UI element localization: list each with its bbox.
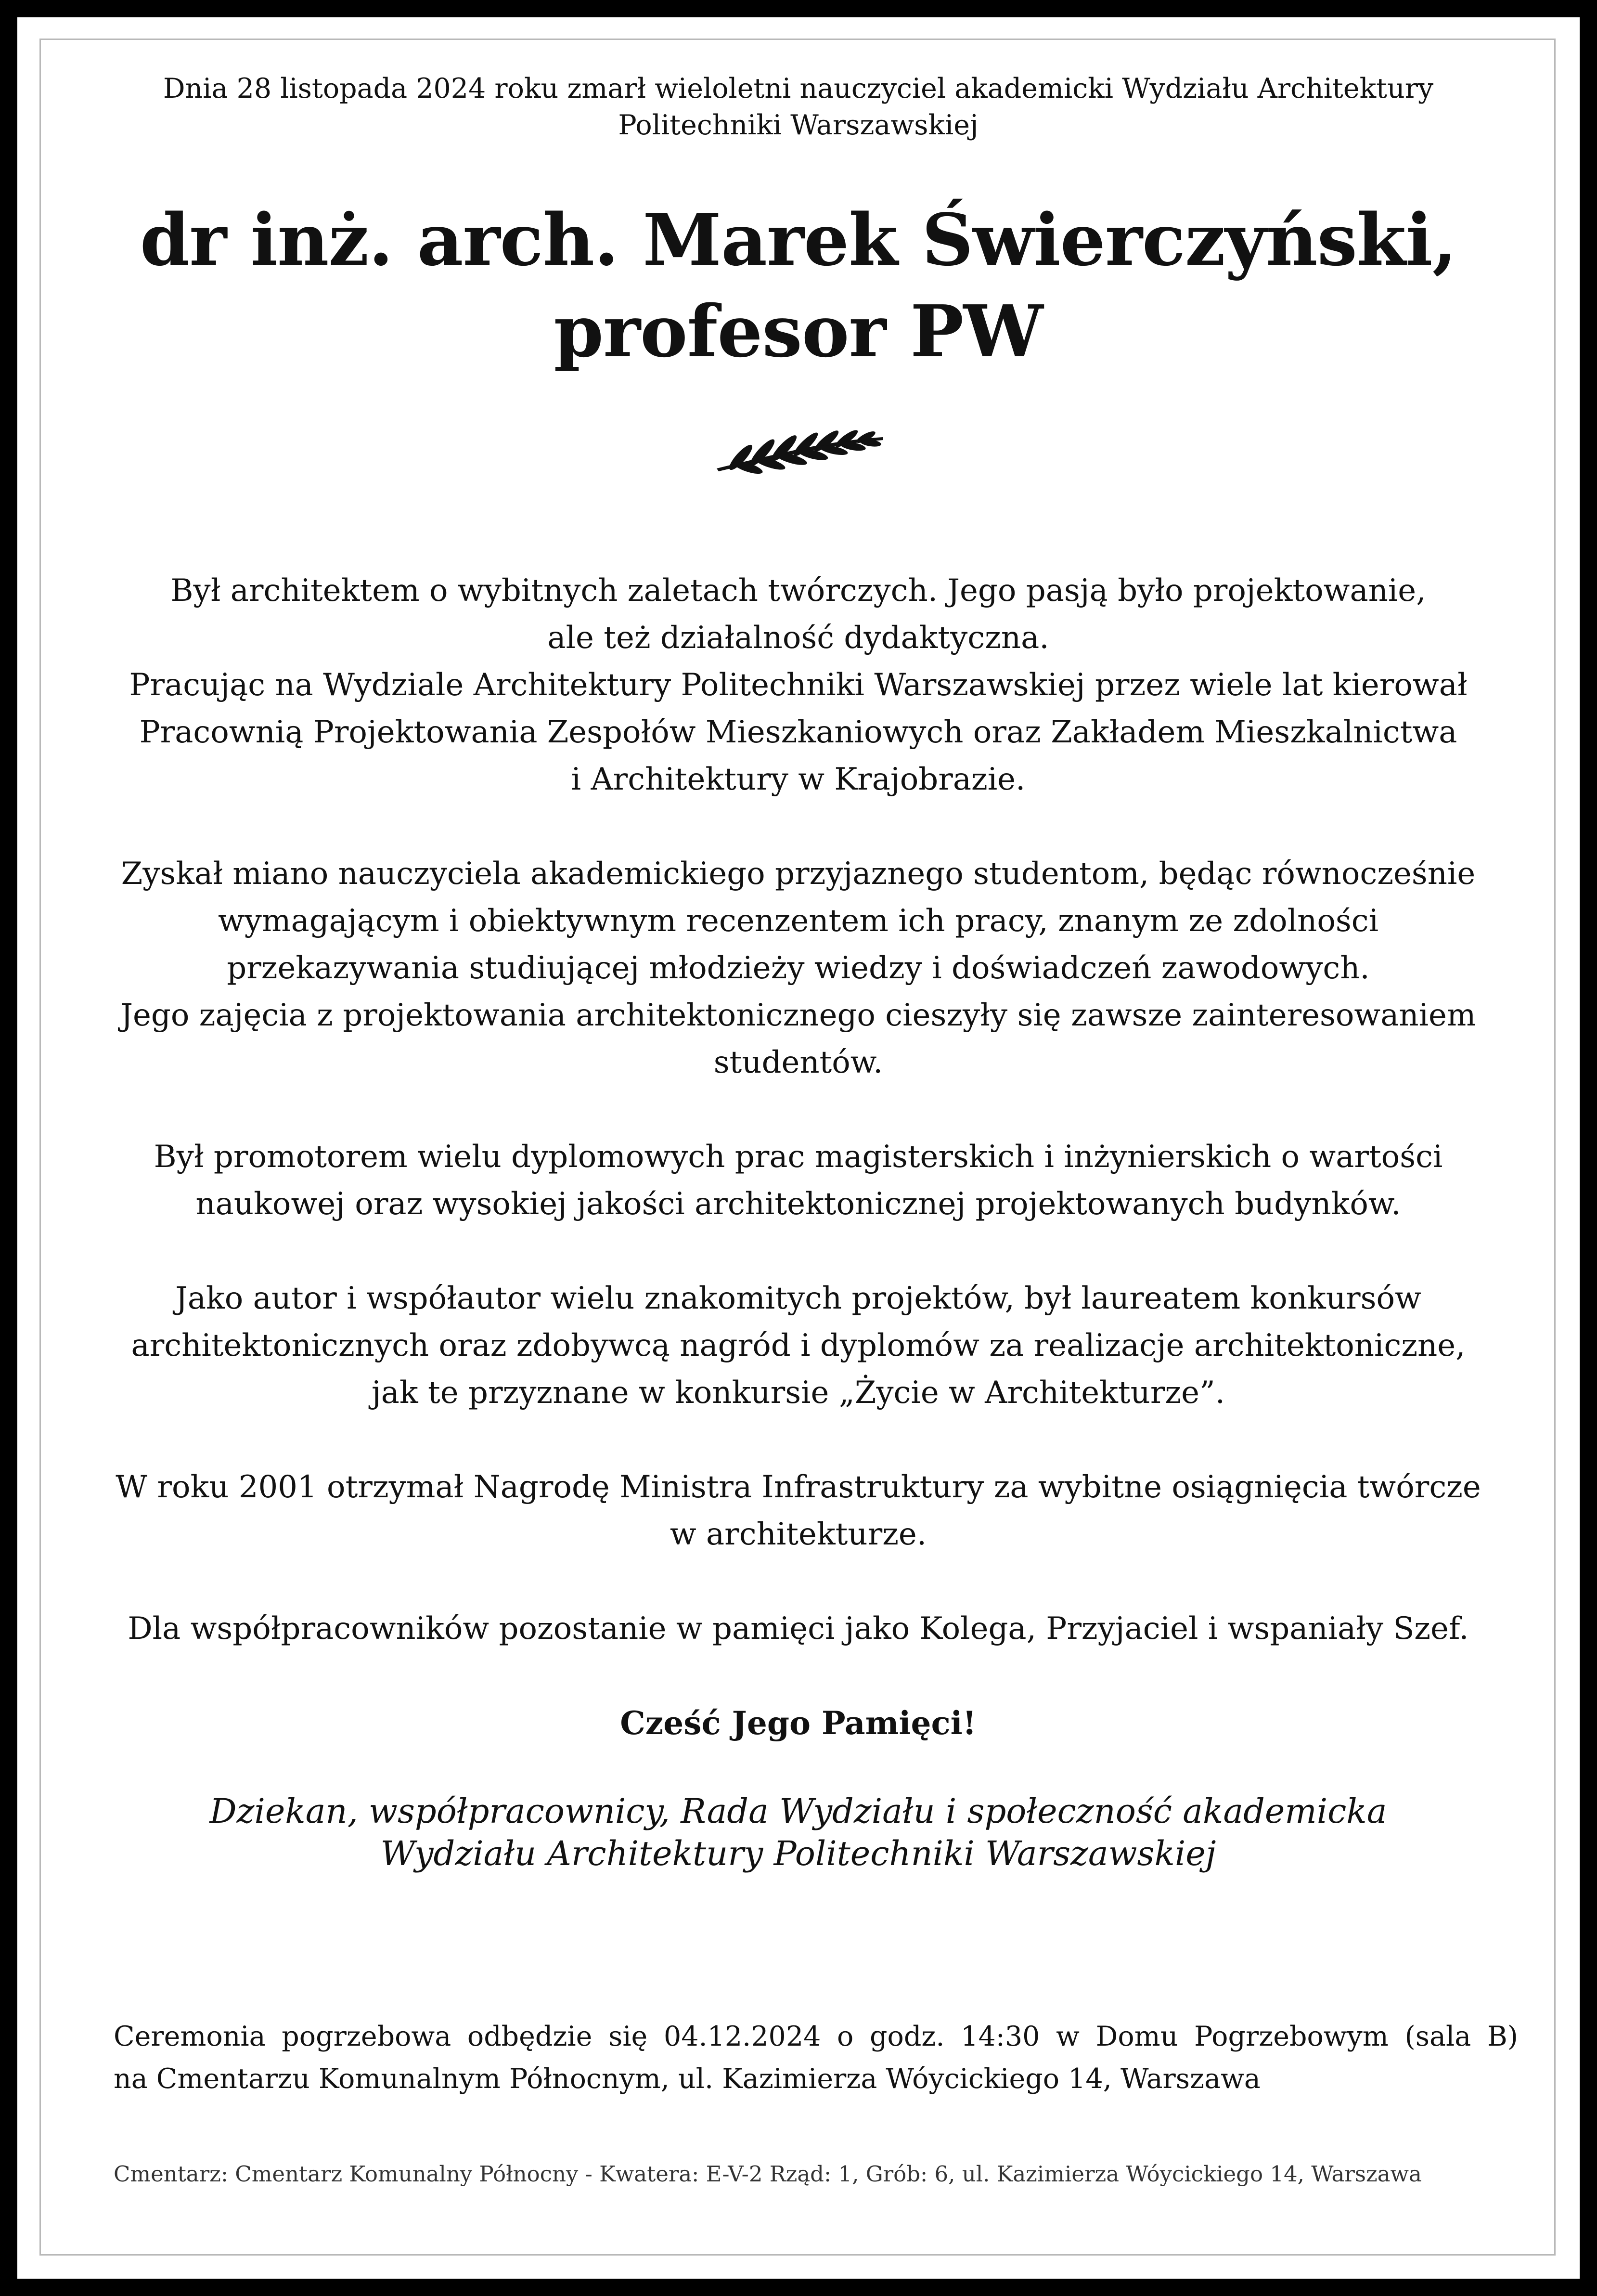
signature-line-2: Wydziału Architektury Politechniki Warszawskiej xyxy=(380,1834,1216,1873)
text-line: ale też działalność dydaktyczna. xyxy=(547,620,1049,656)
text-line: Był architektem o wybitnych zaletach twórczych. Jego pasją było projektowanie, xyxy=(170,573,1426,609)
text-line: Jego zajęcia z projektowania architektonicznego cieszyły się zawsze zainteresowaniem xyxy=(120,998,1476,1033)
text-line: architektonicznych oraz zdobywcą nagród i dyplomów za realizacje architektoniczne, xyxy=(131,1328,1466,1363)
text-line: W roku 2001 otrzymał Nagrodę Ministra Infrastruktury za wybitne osiągnięcia twórcze xyxy=(116,1469,1481,1505)
obituary-page xyxy=(17,17,1580,2279)
text-line: Dla współpracowników pozostanie w pamięci jako Kolega, Przyjaciel i wspaniały Szef. xyxy=(128,1611,1469,1647)
cemetery-location: Cmentarz: Cmentarz Komunalny Północny - Kwatera: E-V-2 Rząd: 1, Grób: 6, ul. Kazimierza Wóycickiego 14, Warszawa xyxy=(114,2161,1422,2187)
text-line: w architekturze. xyxy=(670,1517,927,1552)
ceremony-line-1: Ceremonia pogrzebowa odbędzie się 04.12.2024 o godz. 14:30 w Domu Pogrzebowym (sala B) xyxy=(114,2021,1518,2052)
obituary-content xyxy=(85,70,1512,1875)
intro-line-2: Politechniki Warszawskiej xyxy=(618,109,979,141)
text-line: studentów. xyxy=(713,1045,883,1080)
memorial-motto: Cześć Jego Pamięci! xyxy=(620,1704,977,1742)
text-line: przekazywania studiującej młodzieży wiedzy i doświadczeń zawodowych. xyxy=(227,950,1370,986)
biography-paragraph-1 xyxy=(85,567,1512,803)
biography-paragraph-3 xyxy=(85,1133,1512,1228)
text-line: naukowej oraz wysokiej jakości architektonicznej projektowanych budynków. xyxy=(195,1186,1401,1222)
deceased-name xyxy=(85,194,1512,377)
text-line: Pracując na Wydziale Architektury Politechniki Warszawskiej przez wiele lat kierował xyxy=(129,667,1468,703)
deceased-name-line-1: dr inż. arch. Marek Świerczyński, xyxy=(140,198,1457,282)
signature xyxy=(85,1790,1512,1875)
intro-line-1: Dnia 28 listopada 2024 roku zmarł wieloletni nauczyciel akademicki Wydziału Architektury xyxy=(163,73,1434,104)
biography xyxy=(85,567,1512,1875)
wheat-sprig-icon xyxy=(707,423,890,476)
intro-text xyxy=(85,70,1512,143)
text-line: jak te przyznane w konkursie „Życie w Architekturze”. xyxy=(371,1375,1225,1411)
biography-paragraph-5 xyxy=(85,1464,1512,1558)
biography-paragraph-4 xyxy=(85,1275,1512,1416)
text-line: wymagającym i obiektywnym recenzentem ich pracy, znanym ze zdolności xyxy=(218,903,1379,939)
biography-paragraph-6 xyxy=(85,1605,1512,1652)
text-line: Był promotorem wielu dyplomowych prac magisterskich i inżynierskich o wartości xyxy=(154,1139,1443,1175)
signature-line-1: Dziekan, współpracownicy, Rada Wydziału i społeczność akademicka xyxy=(209,1791,1387,1831)
text-line: Jako autor i współautor wielu znakomitych projektów, był laureatem konkursów xyxy=(175,1281,1421,1316)
text-line: i Architektury w Krajobrazie. xyxy=(571,762,1026,797)
text-line: Pracownią Projektowania Zespołów Mieszkaniowych oraz Zakładem Mieszkalnictwa xyxy=(139,714,1457,750)
ceremony-line-2: na Cmentarzu Komunalnym Północnym, ul. Kazimierza Wóycickiego 14, Warszawa xyxy=(114,2063,1261,2095)
text-line: Zyskał miano nauczyciela akademickiego przyjaznego studentom, będąc równocześnie xyxy=(121,856,1476,892)
ceremony-info xyxy=(114,2015,1518,2100)
biography-paragraph-2 xyxy=(85,850,1512,1086)
deceased-name-line-2: profesor PW xyxy=(554,289,1043,373)
